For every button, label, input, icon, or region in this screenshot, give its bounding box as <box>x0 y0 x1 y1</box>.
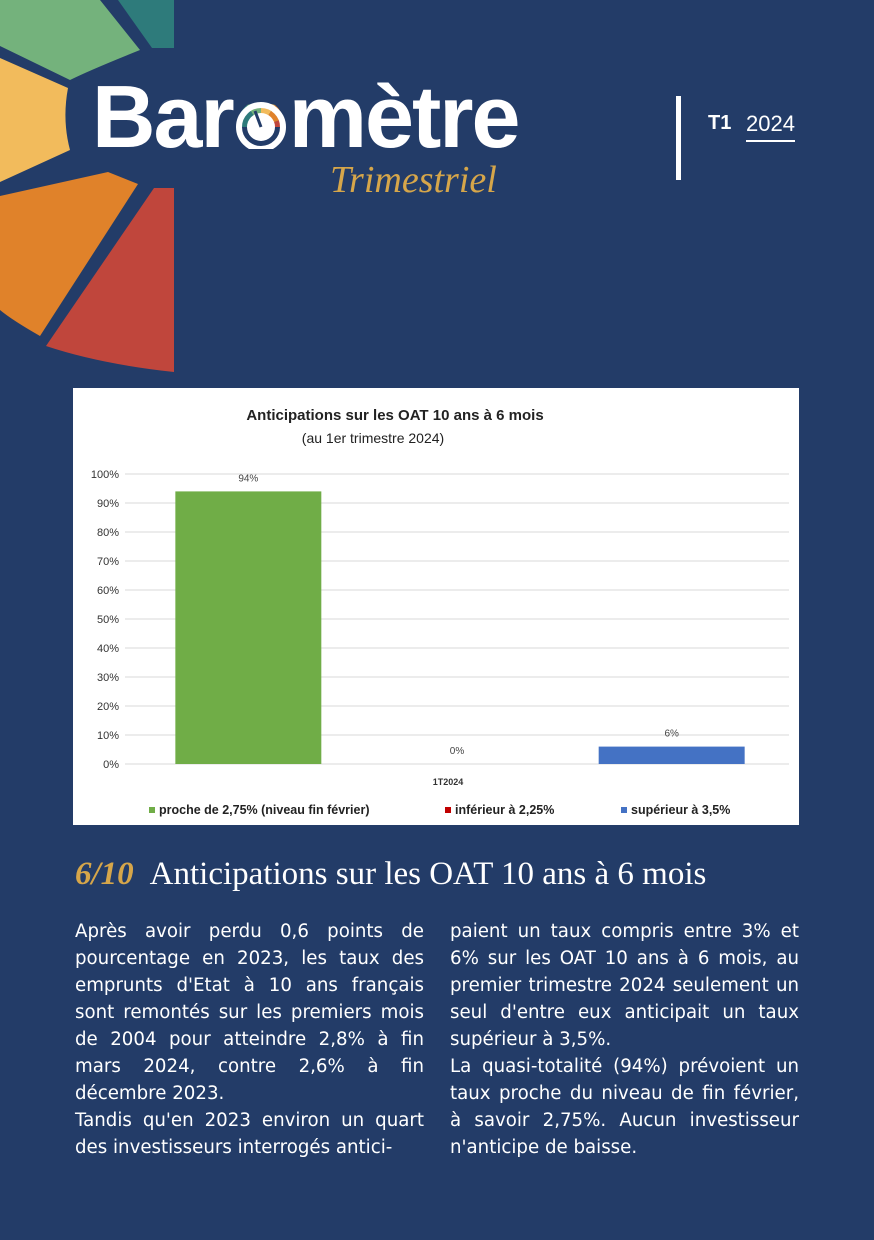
brand-logo <box>92 62 562 212</box>
chart-title: Anticipations sur les OAT 10 ans à 6 mois <box>246 407 544 424</box>
x-tick-label: 1T2024 <box>432 777 464 787</box>
bar <box>175 491 321 764</box>
chart-subtitle: (au 1er trimestre 2024) <box>301 430 445 446</box>
y-tick-label: 50% <box>96 614 119 626</box>
bar-data-label: 0% <box>449 746 465 757</box>
y-tick-label: 60% <box>96 585 119 597</box>
legend-label: inférieur à 2,25% <box>455 803 555 817</box>
y-tick-label: 40% <box>96 643 119 655</box>
y-tick-label: 100% <box>90 469 119 481</box>
brand-title <box>92 62 518 172</box>
section-heading <box>75 852 706 896</box>
y-tick-label: 0% <box>103 759 119 771</box>
section-number: 6/10 <box>75 856 134 892</box>
body-paragraph-3: La quasi-totalité (94%) prévoient un taux proche du niveau de fin février, à savoir 2,75%. Aucun investisseur n'anticipe de baisse. <box>450 1056 799 1158</box>
petal-yellow <box>0 58 70 182</box>
body-column-left <box>75 918 424 1161</box>
chart-legend <box>149 803 730 817</box>
bar-data-label: 6% <box>664 728 679 740</box>
legend-label: supérieur à 3,5% <box>631 803 731 817</box>
period-quarter: T1 <box>708 112 732 134</box>
bar-chart <box>73 388 799 825</box>
y-tick-label: 80% <box>96 527 119 539</box>
y-tick-label: 20% <box>96 701 119 713</box>
bar <box>599 747 745 764</box>
body-paragraph-1: Après avoir perdu 0,6 points de pourcentage en 2023, les taux des emprunts d'Etat à 10 ans français sont remontés sur les premiers mois de 2004 pour atteindre 2,8% à fin mars 2024, contre 2,6% à fin décembre 2023. <box>75 921 424 1104</box>
y-tick-label: 30% <box>96 672 119 684</box>
y-tick-label: 70% <box>96 556 119 568</box>
section-title: Anticipations sur les OAT 10 ans à 6 mois <box>149 856 707 892</box>
legend-swatch <box>621 807 627 813</box>
legend-swatch <box>149 807 155 813</box>
body-column-right <box>450 918 799 1161</box>
y-tick-label: 90% <box>96 498 119 510</box>
gauge-icon <box>233 87 289 149</box>
legend-label: proche de 2,75% (niveau fin février) <box>159 803 370 817</box>
y-axis-ticks <box>91 469 119 771</box>
brand-subtitle: Trimestriel <box>330 159 497 201</box>
body-paragraph-2-continued: paient un taux compris entre 3% et 6% sur les OAT 10 ans à 6 mois, au premier trimestre 2024 seulement un seul d'entre eux anticipait un taux supérieur à 3,5%. <box>450 921 799 1050</box>
legend-swatch <box>445 807 451 813</box>
period-year: 2024 <box>746 110 795 142</box>
brand-title-end: mètre <box>288 67 519 166</box>
body-paragraph-2: Tandis qu'en 2023 environ un quart des investisseurs interrogés antici- <box>75 1110 424 1158</box>
chart-panel <box>73 388 799 825</box>
brand-title-start: Bar <box>92 67 233 166</box>
y-tick-label: 10% <box>96 730 119 742</box>
header-divider <box>676 96 681 180</box>
bar-data-label: 94% <box>238 473 259 485</box>
